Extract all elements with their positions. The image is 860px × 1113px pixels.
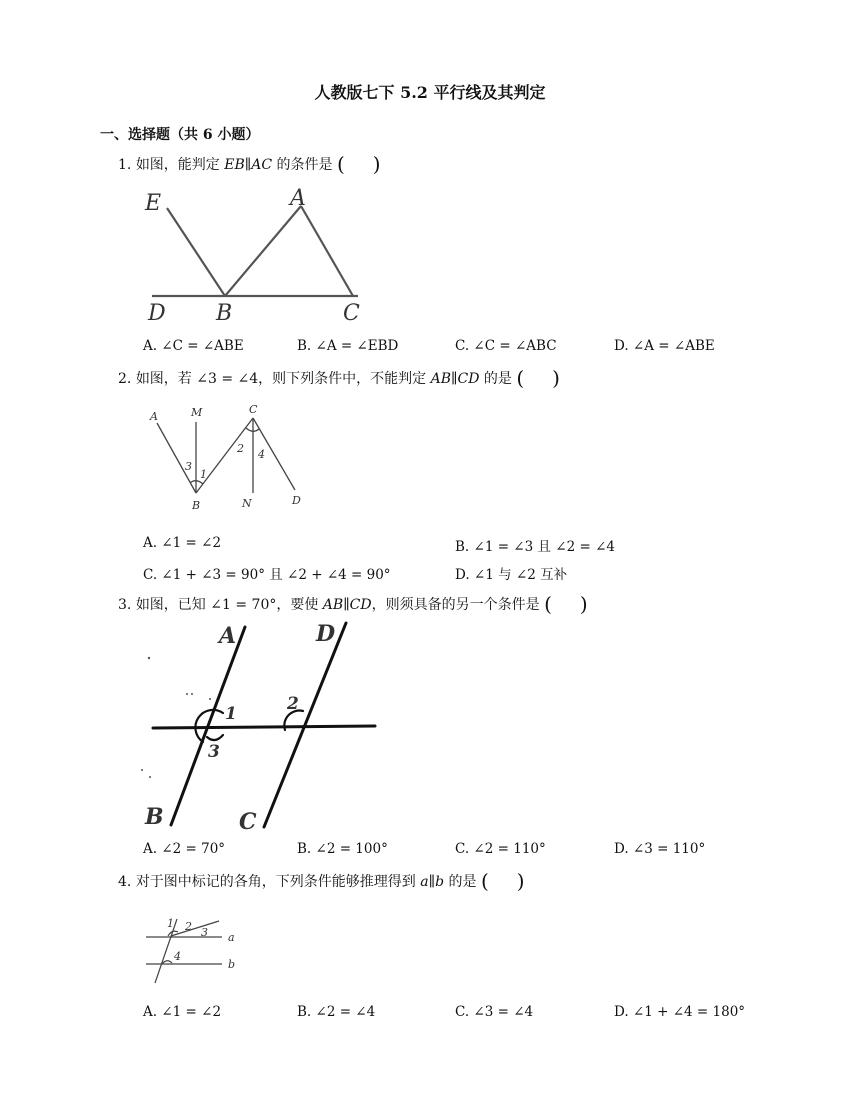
transversal-line xyxy=(153,726,375,728)
q1-option-a[interactable]: A. ∠C = ∠ABE xyxy=(143,338,244,354)
answer-paren-open: ( xyxy=(544,592,552,616)
answer-paren-open: ( xyxy=(516,366,525,390)
question-3 xyxy=(118,592,588,616)
label-2: 2 xyxy=(185,920,192,933)
q4-option-c[interactable]: C. ∠3 = ∠4 xyxy=(455,1004,534,1020)
q2-option-d[interactable]: D. ∠1 与 ∠2 互补 xyxy=(455,567,568,583)
q2-option-a[interactable]: A. ∠1 = ∠2 xyxy=(143,535,222,551)
q3-option-a[interactable]: A. ∠2 = 70° xyxy=(143,841,226,857)
label-4: 4 xyxy=(258,448,265,461)
q4-option-d[interactable]: D. ∠1 + ∠4 = 180° xyxy=(614,1004,746,1020)
line-AC xyxy=(301,206,353,296)
answer-paren-close: ) xyxy=(552,366,560,390)
section-heading: 一、选择题（共 6 小题） xyxy=(100,127,260,143)
transversal-2 xyxy=(171,921,219,936)
q2-option-c[interactable]: C. ∠1 + ∠3 = 90° 且 ∠2 + ∠4 = 90° xyxy=(143,567,391,583)
label-D: D xyxy=(148,301,166,326)
figure-1-lines xyxy=(152,206,358,296)
question-2 xyxy=(118,366,560,390)
question-text-end: ，则须具备的另一个条件是 xyxy=(371,597,545,613)
label-3: 3 xyxy=(208,742,220,762)
question-text: 如图，能判定 xyxy=(135,157,225,173)
question-text-end: 的是 xyxy=(444,874,481,890)
question-math: a∥b xyxy=(420,874,445,890)
question-number: 2. xyxy=(118,371,132,387)
q2-option-b[interactable]: B. ∠1 = ∠3 且 ∠2 = ∠4 xyxy=(455,539,615,555)
question-text: 如图，已知 ∠1 = 70°，要使 xyxy=(135,597,323,613)
label-2: 2 xyxy=(287,694,299,714)
label-1: 1 xyxy=(200,468,207,481)
label-N: N xyxy=(242,497,252,510)
question-4 xyxy=(118,869,525,893)
answer-paren-close: ) xyxy=(372,152,381,176)
q1-option-b[interactable]: B. ∠A = ∠EBD xyxy=(297,338,399,354)
question-number: 4. xyxy=(118,874,132,890)
q4-option-a[interactable]: A. ∠1 = ∠2 xyxy=(143,1004,222,1020)
label-C: C xyxy=(343,301,360,326)
question-number: 3. xyxy=(118,597,132,613)
label-4: 4 xyxy=(174,950,181,963)
figure-4-lines xyxy=(146,919,222,983)
answer-paren-open: ( xyxy=(480,869,489,893)
label-1: 1 xyxy=(225,704,237,724)
label-A: A xyxy=(150,410,158,423)
figure-2 xyxy=(140,400,320,515)
label-B: B xyxy=(216,301,233,326)
label-1: 1 xyxy=(167,917,174,930)
label-C: C xyxy=(249,403,258,416)
line-EB xyxy=(167,208,225,296)
question-text-end: 的条件是 xyxy=(272,157,337,173)
figure-3-lines xyxy=(153,623,375,827)
page-title: 人教版七下 5.2 平行线及其判定 xyxy=(314,83,546,102)
question-math: AB∥CD xyxy=(322,597,372,613)
label-A: A xyxy=(290,186,306,211)
answer-paren-close: ) xyxy=(579,592,588,616)
label-3: 3 xyxy=(201,926,208,939)
label-3: 3 xyxy=(185,460,192,473)
figure-2-lines xyxy=(157,418,295,493)
figure-4 xyxy=(140,905,250,985)
q4-option-b[interactable]: B. ∠2 = ∠4 xyxy=(297,1004,376,1020)
q1-option-d[interactable]: D. ∠A = ∠ABE xyxy=(614,338,715,354)
q3-option-c[interactable]: C. ∠2 = 110° xyxy=(455,841,546,857)
q3-option-d[interactable]: D. ∠3 = 110° xyxy=(614,841,706,857)
question-text: 如图，若 ∠3 = ∠4，则下列条件中，不能判定 xyxy=(135,371,431,387)
question-math: AB∥CD xyxy=(430,371,480,387)
label-2: 2 xyxy=(237,442,244,455)
label-C: C xyxy=(239,809,257,835)
label-E: E xyxy=(145,191,162,216)
question-number: 1. xyxy=(118,157,132,173)
figure-1 xyxy=(140,180,370,330)
figure-3 xyxy=(135,615,390,835)
answer-paren-close: ) xyxy=(516,869,525,893)
label-D: D xyxy=(292,494,301,507)
answer-paren-open: ( xyxy=(336,152,345,176)
label-D: D xyxy=(316,621,336,647)
label-B: B xyxy=(192,499,201,512)
label-A: A xyxy=(219,623,237,649)
line-BC xyxy=(196,418,253,493)
scan-specks xyxy=(141,657,211,778)
question-text-end: 的是 xyxy=(479,371,517,387)
q3-option-b[interactable]: B. ∠2 = 100° xyxy=(297,841,388,857)
q1-option-c[interactable]: C. ∠C = ∠ABC xyxy=(455,338,557,354)
label-B: B xyxy=(145,804,164,830)
angle-arc-3 xyxy=(207,735,223,740)
label-a: a xyxy=(228,931,235,944)
line-BA xyxy=(225,206,301,296)
question-math: EB∥AC xyxy=(224,157,273,173)
question-text: 对于图中标记的各角，下列条件能够推理得到 xyxy=(135,874,421,890)
label-M: M xyxy=(191,406,203,419)
question-1 xyxy=(118,152,381,176)
label-b: b xyxy=(228,958,236,971)
